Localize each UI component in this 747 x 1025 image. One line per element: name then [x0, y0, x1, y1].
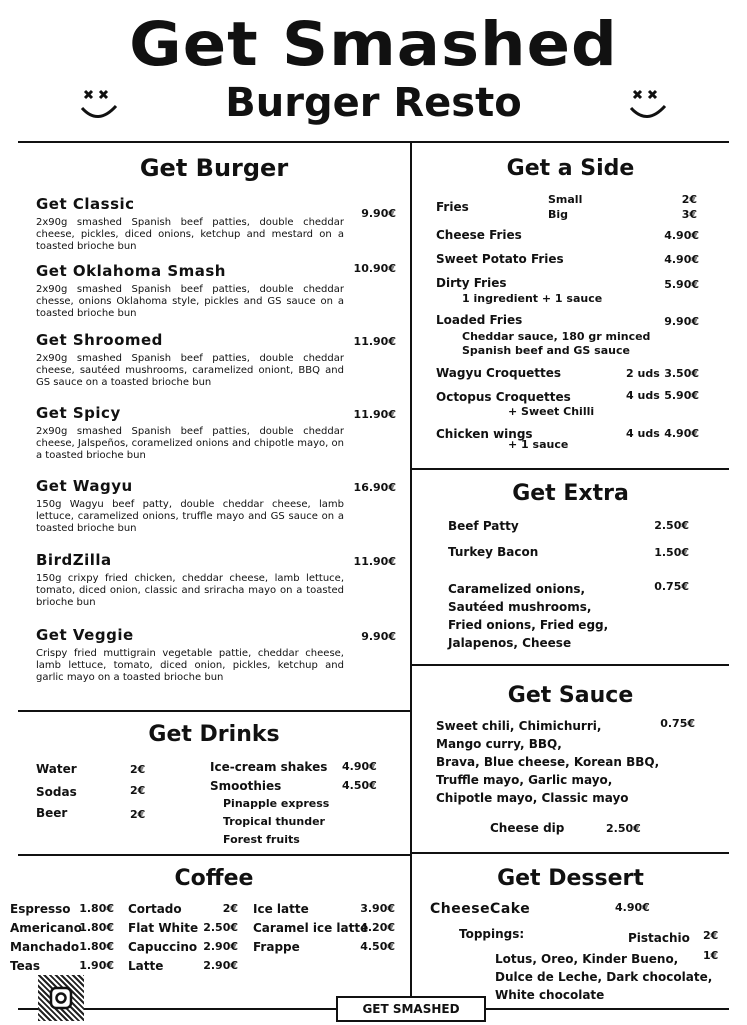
topping-line: Caramelized onions, — [448, 582, 586, 596]
side-note: Cheddar sauce, 180 gr minced — [462, 330, 651, 343]
burger-name: Get Veggie — [36, 626, 134, 644]
coffee-price: 2.90€ — [203, 940, 238, 953]
side-name: Cheese Fries — [436, 228, 522, 242]
drink-price: 2€ — [130, 784, 146, 797]
coffee-item — [10, 956, 114, 975]
burger-desc: 2x90g smashed Spanish beef patties, double cheddar chesse, onions Oklahoma style, pickles and GS sauce on a toasted brioche bun — [36, 284, 344, 319]
extra-price: 2.50€ — [654, 519, 689, 532]
burger-desc: Crispy fried muttigrain vegetable pattie, cheddar cheese, lamb lettuce, tomato, diced onion, pickles, ketchup and garlic mayo on a toasted brioche bun — [36, 648, 344, 683]
sauce-list — [436, 717, 659, 807]
drinks-section-title: Get Drinks — [148, 722, 280, 747]
side-price: 4.90€ — [664, 253, 699, 266]
topping-name: Pistachio — [628, 931, 690, 945]
burger-price: 9.90€ — [361, 630, 396, 643]
burger-item — [36, 477, 396, 535]
sauce-price: 0.75€ — [660, 717, 695, 730]
smoothie-flavors — [223, 795, 329, 849]
side-name: Fries — [436, 200, 469, 214]
burger-price: 11.90€ — [353, 555, 396, 568]
coffee-col — [253, 899, 395, 956]
side-note: + 1 sauce — [508, 438, 569, 451]
toppings-label: Toppings: — [459, 927, 525, 941]
coffee-name: Frappe — [253, 940, 300, 954]
coffee-item — [253, 899, 395, 918]
fries-size: Small — [548, 193, 583, 206]
burger-section-title: Get Burger — [139, 154, 289, 182]
divider — [18, 710, 410, 712]
sides-section-title: Get a Side — [506, 156, 635, 181]
drink-price: 2€ — [130, 808, 146, 821]
divider — [410, 852, 729, 854]
burger-item — [36, 331, 396, 389]
coffee-section-title: Coffee — [174, 866, 254, 891]
drink-name: Smoothies — [210, 779, 282, 793]
burger-price: 11.90€ — [353, 408, 396, 421]
dessert-name: CheeseCake — [430, 901, 531, 917]
side-note: 1 ingredient + 1 sauce — [462, 292, 603, 305]
instagram-qr-icon — [38, 975, 84, 1021]
side-qty: 2 uds — [626, 367, 660, 380]
coffee-name: Capuccino — [128, 940, 198, 954]
drink-name: Ice-cream shakes — [210, 760, 328, 774]
burger-desc: 2x90g smashed Spanish beef patties, double cheddar cheese, Jalspeños, coramelized onions and chipotle mayo, on a toasted brioche bun — [36, 426, 344, 461]
side-note: Spanish beef and GS sauce — [462, 344, 630, 357]
coffee-price: 4.20€ — [360, 921, 395, 934]
xx-smiley-icon — [78, 84, 120, 126]
burger-item — [36, 262, 396, 320]
side-name: Sweet Potato Fries — [436, 252, 564, 266]
burger-desc: 150g Wagyu beef patty, double cheddar cheese, lamb lettuce, caramelized onions, truffle mayo and GS sauce on a toasted brioche bun — [36, 499, 344, 534]
smoothie-flavor: Forest fruits — [223, 833, 300, 846]
coffee-name: Cortado — [128, 902, 182, 916]
burger-desc: 150g crixpy fried chicken, cheddar cheese, lamb lettuce, tomato, diced onion, classic and sriracha mayo on a toasted brioche bun — [36, 573, 344, 608]
side-name: Dirty Fries — [436, 276, 507, 290]
topping-line: Dulce de Leche, Dark chocolate, — [495, 970, 713, 984]
divider — [410, 664, 729, 666]
coffee-price: 2.90€ — [203, 959, 238, 972]
side-price: 9.90€ — [664, 315, 699, 328]
side-name: Octopus Croquettes — [436, 390, 571, 404]
coffee-item — [128, 956, 238, 975]
extra-name: Beef Patty — [448, 519, 519, 533]
topping-line: White chocolate — [495, 988, 605, 1002]
side-price: 3.50€ — [664, 367, 699, 380]
side-price: 4.90€ — [664, 427, 699, 440]
coffee-name: Americano — [10, 921, 82, 935]
drink-name: Beer — [36, 806, 68, 820]
burger-desc: 2x90g smashed Spanish beef patties, double cheddar cheese, sautéed mushrooms, caramelized oniont, BBQ and GS sauce on a toasted brioche bun — [36, 353, 344, 388]
coffee-item — [10, 937, 114, 956]
coffee-price: 1.90€ — [79, 959, 114, 972]
smoothie-flavor: Tropical thunder — [223, 815, 325, 828]
coffee-name: Flat White — [128, 921, 199, 935]
burger-price: 9.90€ — [361, 207, 396, 220]
sauce-line: Sweet chili, Chimichurri, — [436, 719, 602, 733]
extra-price: 0.75€ — [654, 580, 689, 593]
footer-brand: GET SMASHED — [336, 996, 486, 1022]
coffee-item — [10, 918, 114, 937]
coffee-item — [128, 899, 238, 918]
coffee-item — [10, 899, 114, 918]
burger-price: 16.90€ — [353, 481, 396, 494]
divider — [18, 854, 410, 856]
side-qty: 4 uds — [626, 427, 660, 440]
coffee-name: Ice latte — [253, 902, 309, 916]
sauce-section-title: Get Sauce — [507, 683, 634, 708]
topping-line: Jalapenos, Cheese — [448, 636, 572, 650]
side-price: 3€ — [681, 208, 697, 221]
coffee-col — [10, 899, 114, 975]
burger-item — [36, 404, 396, 462]
coffee-name: Teas — [10, 959, 40, 973]
coffee-price: 2.50€ — [203, 921, 238, 934]
page-subtitle: Burger Resto — [225, 80, 522, 126]
topping-price: 2€ — [703, 929, 719, 942]
sauce-line: Truffle mayo, Garlic mayo, — [436, 773, 613, 787]
coffee-price: 2€ — [222, 902, 238, 915]
coffee-name: Caramel ice latte — [253, 921, 369, 935]
side-price: 4.90€ — [664, 229, 699, 242]
coffee-item — [253, 937, 395, 956]
coffee-item — [128, 918, 238, 937]
coffee-item — [253, 918, 395, 937]
burger-item — [36, 551, 396, 609]
drink-name: Sodas — [36, 785, 77, 799]
extra-price: 1.50€ — [654, 546, 689, 559]
burger-name: Get Shroomed — [36, 331, 163, 349]
topping-line: Sautéed mushrooms, — [448, 600, 592, 614]
burger-name: Get Spicy — [36, 404, 121, 422]
burger-desc: 2x90g smashed Spanish beef patties, double cheddar cheese, pickles, diced onions, ketchup and mestard on a toasted brioche bun — [36, 217, 344, 252]
side-note: + Sweet Chilli — [508, 405, 595, 418]
topping-list — [495, 950, 712, 1004]
coffee-price: 1.80€ — [79, 921, 114, 934]
side-name: Wagyu Croquettes — [436, 366, 562, 380]
drink-price: 2€ — [130, 763, 146, 776]
drink-name: Water — [36, 762, 77, 776]
side-price: 5.90€ — [664, 278, 699, 291]
extra-toppings — [448, 580, 608, 652]
page-title: Get Smashed — [129, 9, 618, 81]
topping-price: 1€ — [703, 949, 719, 962]
burger-item — [36, 626, 396, 684]
topping-line: Lotus, Oreo, Kinder Bueno, — [495, 952, 679, 966]
dip-name: Cheese dip — [490, 821, 565, 835]
burger-item — [36, 195, 396, 253]
burger-name: BirdZilla — [36, 551, 112, 569]
extra-section-title: Get Extra — [512, 481, 629, 506]
drink-price: 4.90€ — [342, 760, 377, 773]
coffee-name: Espresso — [10, 902, 71, 916]
divider — [410, 468, 729, 470]
coffee-item — [128, 937, 238, 956]
coffee-price: 1.80€ — [79, 902, 114, 915]
coffee-name: Manchado — [10, 940, 80, 954]
sauce-line: Mango curry, BBQ, — [436, 737, 562, 751]
coffee-col — [128, 899, 238, 975]
drink-price: 4.50€ — [342, 779, 377, 792]
burger-name: Get Oklahoma Smash — [36, 262, 226, 280]
fries-size: Big — [548, 208, 569, 221]
sauce-line: Chipotle mayo, Classic mayo — [436, 791, 629, 805]
burger-price: 10.90€ — [353, 262, 396, 275]
coffee-price: 1.80€ — [79, 940, 114, 953]
topping-line: Fried onions, Fried egg, — [448, 618, 609, 632]
side-qty: 4 uds — [626, 389, 660, 402]
coffee-price: 3.90€ — [360, 902, 395, 915]
coffee-price: 4.50€ — [360, 940, 395, 953]
sauce-line: Brava, Blue cheese, Korean BBQ, — [436, 755, 660, 769]
side-name: Chicken wings — [436, 427, 533, 441]
xx-smiley-icon — [627, 84, 669, 126]
dessert-section-title: Get Dessert — [497, 866, 644, 891]
extra-name: Turkey Bacon — [448, 545, 539, 559]
burger-name: Get Classic — [36, 195, 135, 213]
burger-price: 11.90€ — [353, 335, 396, 348]
side-price: 2€ — [681, 193, 697, 206]
dip-price: 2.50€ — [606, 822, 641, 835]
burger-name: Get Wagyu — [36, 477, 133, 495]
smoothie-flavor: Pinapple express — [223, 797, 330, 810]
side-price: 5.90€ — [664, 389, 699, 402]
coffee-name: Latte — [128, 959, 164, 973]
dessert-price: 4.90€ — [615, 901, 650, 914]
side-name: Loaded Fries — [436, 313, 523, 327]
divider — [18, 141, 729, 143]
